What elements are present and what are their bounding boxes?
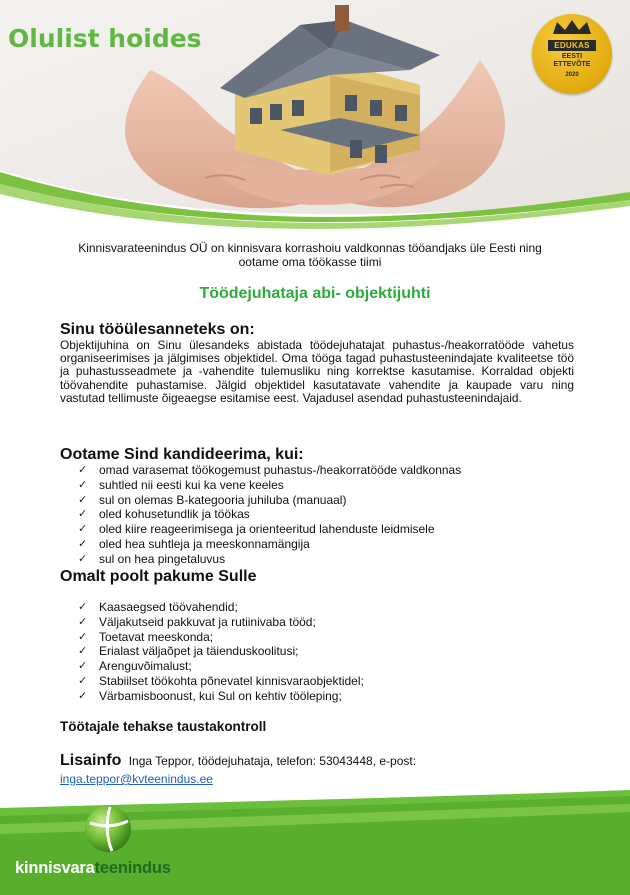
duties-text: Objektijuhina on Sinu ülesandeks abistada töödejuhatajat puhastus-/heakorratööde vahetus organiseerimises ja jälgimises objektidel. Oma tööga tagad puhastusteenindajate kvaliteetse töö ja puhastusseadmete ja -vahendite tulemusliku ning korrektse kasutamise. Korraldad objekti töövahendite puhastamise. Jälgid objektidel kasutatavate vahendite ja kaupade varu ning vastutad tellimuste õigeaegse esitamise eest. Vajadusel asendad puhastusteenindajaid. xyxy=(60,338,574,405)
badge-title: EDUKAS xyxy=(548,40,596,51)
edukas-ettevote-badge xyxy=(532,14,612,94)
list-item xyxy=(78,537,461,552)
offers-heading: Omalt poolt pakume Sulle xyxy=(60,568,257,585)
list-item-text: Toetavat meeskonda; xyxy=(99,629,214,644)
checkmark-icon: ✓ xyxy=(78,552,88,565)
list-item-text: Erialast väljaõpet ja täienduskoolitusi; xyxy=(99,644,299,659)
background-check-note: Töötajale tehakse taustakontroll xyxy=(60,719,267,734)
list-item xyxy=(78,644,364,659)
checkmark-icon: ✓ xyxy=(78,464,88,476)
company-logo-text xyxy=(15,859,171,878)
logo-text-part2: teenindus xyxy=(94,859,171,877)
header-banner xyxy=(0,0,630,232)
intro-text: Kinnisvarateenindus OÜ on kinnisvara korrashoiu valdkonnas tööandjaks üle Eesti ning ootame oma töökasse tiimi xyxy=(78,241,542,269)
logo-globe-icon xyxy=(84,805,132,853)
list-item xyxy=(78,463,461,478)
badge-line-1: EESTI xyxy=(561,53,583,60)
badge-subtitle xyxy=(546,53,598,69)
crown-icon xyxy=(551,18,593,36)
list-item xyxy=(78,615,364,630)
list-item-text: sul on olemas B-kategooria juhiluba (manuaal) xyxy=(99,492,347,507)
list-item-text: Kaasaegsed töövahendid; xyxy=(99,600,238,614)
checkmark-icon: ✓ xyxy=(78,537,88,550)
badge-line-2: ETTEVÕTE xyxy=(553,61,591,68)
list-item-text: sul on hea pingetaluvus xyxy=(99,551,226,566)
brand-title: Olulist hoides xyxy=(8,24,202,53)
list-item-text: omad varasemat töökogemust puhastus-/heakorratööde valdkonnas xyxy=(99,463,462,477)
list-item-text: oled kohusetundlik ja töökas xyxy=(99,507,250,522)
checkmark-icon: ✓ xyxy=(78,523,88,536)
logo-text-part1: kinnisvara xyxy=(15,859,95,877)
contact-email-link[interactable]: inga.teppor@kvteenindus.ee xyxy=(60,772,213,786)
list-item-text: suhtled nii eesti kui ka vene keeles xyxy=(99,477,284,492)
checkmark-icon: ✓ xyxy=(78,615,88,628)
list-item xyxy=(78,478,461,493)
checkmark-icon: ✓ xyxy=(78,674,88,687)
badge-year: 2020 xyxy=(565,72,579,78)
list-item xyxy=(78,674,364,689)
requirements-heading: Ootame Sind kandideerima, kui: xyxy=(60,446,304,463)
list-item xyxy=(78,552,461,567)
contact-info xyxy=(60,752,580,770)
requirements-list xyxy=(78,463,461,567)
contact-details: Inga Teppor, töödejuhataja, telefon: 53043448, e-post: xyxy=(128,754,417,768)
offers-list xyxy=(78,600,364,704)
checkmark-icon: ✓ xyxy=(78,660,88,673)
duties-heading: Sinu tööülesanneteks on: xyxy=(60,321,255,338)
checkmark-icon: ✓ xyxy=(78,493,88,506)
checkmark-icon: ✓ xyxy=(78,508,88,521)
list-item xyxy=(78,600,364,615)
list-item-text: oled kiire reageerimisega ja orienteeritud lahenduste leidmisele xyxy=(99,522,435,537)
list-item-text: Värbamisboonust, kui Sul on kehtiv tööleping; xyxy=(99,688,342,703)
list-item-text: Stabiilset töökohta põnevatel kinnisvaraobjektidel; xyxy=(99,673,364,688)
list-item-text: oled hea suhtleja ja meeskonnamängija xyxy=(99,536,310,551)
list-item xyxy=(78,689,364,704)
checkmark-icon: ✓ xyxy=(78,478,88,491)
list-item xyxy=(78,522,461,537)
list-item xyxy=(78,493,461,508)
list-item xyxy=(78,659,364,674)
checkmark-icon: ✓ xyxy=(78,689,88,702)
checkmark-icon: ✓ xyxy=(78,601,88,613)
checkmark-icon: ✓ xyxy=(78,630,88,643)
job-title: Töödejuhataja abi- objektijuhti xyxy=(199,285,431,302)
list-item-text: Väljakutseid pakkuvat ja rutiinivaba tööd; xyxy=(99,614,316,629)
list-item xyxy=(78,507,461,522)
contact-label: Lisainfo xyxy=(60,752,122,769)
list-item xyxy=(78,630,364,645)
checkmark-icon: ✓ xyxy=(78,645,88,658)
list-item-text: Arenguvõimalust; xyxy=(99,659,192,674)
